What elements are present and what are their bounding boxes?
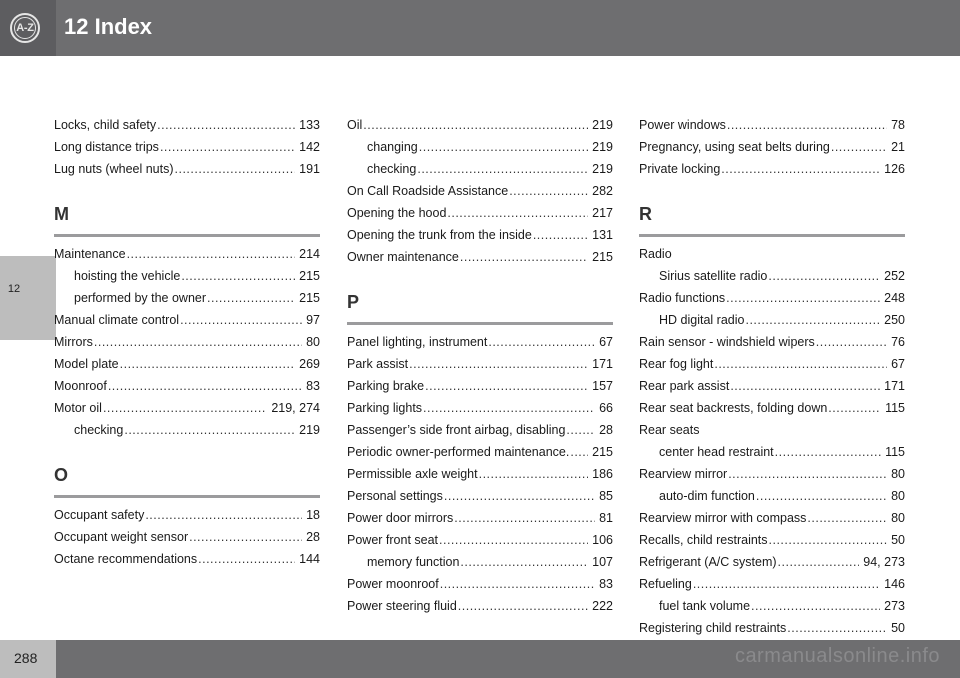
entry-list-section-p xyxy=(347,331,613,617)
index-entry[interactable] xyxy=(54,397,320,419)
entry-label: Rearview mirror with compass xyxy=(639,511,807,525)
leader-dots xyxy=(444,485,595,507)
entry-page-ref: 85 xyxy=(599,489,613,503)
entry-list-col3-top xyxy=(639,114,905,180)
leader-dots xyxy=(751,595,880,617)
entry-label: Passenger’s side front airbag, disabling xyxy=(347,423,566,437)
entry-page-ref: 219, 274 xyxy=(271,401,320,415)
index-subentry[interactable] xyxy=(639,485,905,507)
leader-dots xyxy=(775,441,881,463)
entry-page-ref: 80 xyxy=(891,489,905,503)
entry-page-ref: 215 xyxy=(592,445,613,459)
entry-label: Locks, child safety xyxy=(54,118,157,132)
entry-label: Parking lights xyxy=(347,401,423,415)
entry-label: Personal settings xyxy=(347,489,443,503)
entry-label: Park assist xyxy=(347,357,409,371)
index-subentry[interactable] xyxy=(639,265,905,287)
index-column-1 xyxy=(54,114,320,570)
entry-page-ref: 222 xyxy=(592,599,613,613)
index-entry[interactable] xyxy=(347,246,613,268)
leader-dots xyxy=(509,180,588,202)
index-entry[interactable] xyxy=(54,158,320,180)
entry-label: Power front seat xyxy=(347,533,439,547)
leader-dots xyxy=(828,397,881,419)
index-entry[interactable] xyxy=(347,114,613,136)
entry-label: Rear park assist xyxy=(639,379,730,393)
index-entry[interactable] xyxy=(639,375,905,397)
leader-dots xyxy=(693,573,880,595)
entry-list-section-r xyxy=(639,243,905,639)
entry-label: memory function xyxy=(367,555,460,569)
section-m-header xyxy=(54,202,320,237)
index-entry[interactable] xyxy=(54,136,320,158)
index-column-3 xyxy=(639,114,905,639)
index-entry[interactable] xyxy=(639,331,905,353)
index-entry[interactable] xyxy=(347,595,613,617)
entry-page-ref: 67 xyxy=(599,335,613,349)
entry-label: On Call Roadside Assistance xyxy=(347,184,509,198)
index-entry[interactable] xyxy=(639,617,905,639)
entry-label: Moonroof xyxy=(54,379,107,393)
entry-page-ref: 144 xyxy=(299,552,320,566)
entry-label: Lug nuts (wheel nuts) xyxy=(54,162,174,176)
leader-dots xyxy=(425,375,588,397)
entry-label: Parking brake xyxy=(347,379,425,393)
header-badge-area xyxy=(0,0,56,56)
entry-list-section-o xyxy=(54,504,320,570)
index-entry[interactable] xyxy=(54,504,320,526)
leader-dots xyxy=(419,136,588,158)
leader-dots xyxy=(756,485,887,507)
leader-dots xyxy=(157,114,295,136)
leader-dots xyxy=(145,504,302,526)
entry-label: changing xyxy=(367,140,418,154)
leader-dots xyxy=(460,246,588,268)
entry-page-ref: 214 xyxy=(299,247,320,261)
leader-dots xyxy=(454,507,595,529)
entry-page-ref: 219 xyxy=(592,118,613,132)
entry-label: Recalls, child restraints xyxy=(639,533,768,547)
entry-label: Rear seat backrests, folding down xyxy=(639,401,828,415)
index-entry[interactable] xyxy=(639,397,905,419)
index-entry[interactable] xyxy=(639,573,905,595)
index-entry[interactable] xyxy=(639,136,905,158)
entry-label: Radio functions xyxy=(639,291,726,305)
page-title: 12 Index xyxy=(64,14,153,39)
entry-page-ref: 250 xyxy=(884,313,905,327)
index-entry[interactable] xyxy=(347,419,613,441)
entry-label: fuel tank volume xyxy=(659,599,751,613)
index-entry[interactable] xyxy=(54,375,320,397)
entry-page-ref: 50 xyxy=(891,533,905,547)
index-entry[interactable] xyxy=(639,551,905,573)
entry-page-ref: 28 xyxy=(599,423,613,437)
entry-page-ref: 94, 273 xyxy=(863,555,905,569)
entry-label: Maintenance xyxy=(54,247,126,261)
section-letter: R xyxy=(639,204,653,224)
index-entry[interactable] xyxy=(347,180,613,202)
entry-label: Registering child restraints xyxy=(639,621,787,635)
leader-dots xyxy=(124,419,295,441)
entry-page-ref: 282 xyxy=(592,184,613,198)
index-entry[interactable] xyxy=(639,114,905,136)
entry-page-ref: 50 xyxy=(891,621,905,635)
leader-dots xyxy=(769,529,888,551)
leader-dots xyxy=(745,309,880,331)
entry-page-ref: 131 xyxy=(592,228,613,242)
entry-label: Power moonroof xyxy=(347,577,439,591)
leader-dots xyxy=(458,595,588,617)
entry-page-ref: 215 xyxy=(592,250,613,264)
entry-page-ref: 21 xyxy=(891,140,905,154)
section-rule xyxy=(54,495,320,498)
leader-dots xyxy=(730,375,880,397)
entry-page-ref: 142 xyxy=(299,140,320,154)
entry-page-ref: 269 xyxy=(299,357,320,371)
entry-page-ref: 81 xyxy=(599,511,613,525)
entry-label: center head restraint xyxy=(659,445,774,459)
entry-label: Rear seats xyxy=(639,423,700,437)
leader-dots xyxy=(488,331,595,353)
entry-label: Private locking xyxy=(639,162,721,176)
leader-dots xyxy=(94,331,302,353)
leader-dots xyxy=(728,463,887,485)
entry-page-ref: 97 xyxy=(306,313,320,327)
section-rule xyxy=(639,234,905,237)
entry-label: Occupant weight sensor xyxy=(54,530,189,544)
entry-label: Motor oil xyxy=(54,401,102,415)
index-entry[interactable] xyxy=(347,529,613,551)
entry-list-col2-top xyxy=(347,114,613,268)
section-rule xyxy=(347,322,613,325)
leader-dots xyxy=(566,419,595,441)
entry-page-ref: 215 xyxy=(299,291,320,305)
entry-page-ref: 76 xyxy=(891,335,905,349)
entry-label: Oil xyxy=(347,118,363,132)
leader-dots xyxy=(207,287,295,309)
index-entry[interactable] xyxy=(347,375,613,397)
index-entry[interactable] xyxy=(347,441,613,463)
leader-dots xyxy=(181,265,295,287)
section-r-header xyxy=(639,202,905,237)
entry-page-ref: 78 xyxy=(891,118,905,132)
entry-label: Opening the trunk from the inside xyxy=(347,228,532,242)
section-letter: O xyxy=(54,465,70,485)
index-subentry[interactable] xyxy=(347,136,613,158)
chapter-tab-active xyxy=(0,256,56,340)
entry-page-ref: 191 xyxy=(299,162,320,176)
entry-page-ref: 107 xyxy=(592,555,613,569)
entry-list-col1-top xyxy=(54,114,320,180)
entry-page-ref: 106 xyxy=(592,533,613,547)
leader-dots xyxy=(108,375,302,397)
index-entry[interactable] xyxy=(347,331,613,353)
entry-label: HD digital radio xyxy=(659,313,745,327)
entry-label: Owner maintenance xyxy=(347,250,459,264)
leader-dots xyxy=(816,331,887,353)
entry-label: Radio xyxy=(639,247,672,261)
leader-dots xyxy=(479,463,589,485)
index-column-2 xyxy=(347,114,613,617)
leader-dots xyxy=(787,617,887,639)
index-entry[interactable] xyxy=(347,485,613,507)
leader-dots xyxy=(447,202,588,224)
index-entry[interactable] xyxy=(347,397,613,419)
entry-page-ref: 83 xyxy=(306,379,320,393)
index-subentry[interactable] xyxy=(54,287,320,309)
leader-dots xyxy=(439,529,588,551)
section-letter: P xyxy=(347,292,361,312)
leader-dots xyxy=(768,265,880,287)
index-entry[interactable] xyxy=(639,529,905,551)
entry-label: Occupant safety xyxy=(54,508,145,522)
entry-page-ref: 66 xyxy=(599,401,613,415)
leader-dots xyxy=(363,114,588,136)
leader-dots xyxy=(440,573,595,595)
index-entry[interactable] xyxy=(347,353,613,375)
leader-dots xyxy=(120,353,296,375)
entry-page-ref: 219 xyxy=(592,162,613,176)
leader-dots xyxy=(778,551,860,573)
entry-label: Rearview mirror xyxy=(639,467,728,481)
entry-label: Mirrors xyxy=(54,335,93,349)
entry-label: checking xyxy=(367,162,417,176)
chapter-tab-label: 12 xyxy=(7,283,21,295)
entry-page-ref: 171 xyxy=(592,357,613,371)
index-subentry[interactable] xyxy=(639,595,905,617)
entry-page-ref: 186 xyxy=(592,467,613,481)
entry-label: Panel lighting, instrument xyxy=(347,335,488,349)
leader-dots xyxy=(160,136,295,158)
entry-label: Power steering fluid xyxy=(347,599,457,613)
index-subentry[interactable] xyxy=(54,419,320,441)
leader-dots xyxy=(714,353,887,375)
index-entry[interactable] xyxy=(54,114,320,136)
index-entry[interactable] xyxy=(639,353,905,375)
entry-page-ref: 219 xyxy=(592,140,613,154)
entry-page-ref: 80 xyxy=(891,511,905,525)
leader-dots xyxy=(423,397,595,419)
entry-label: Refrigerant (A/C system) xyxy=(639,555,777,569)
entry-page-ref: 115 xyxy=(885,445,905,459)
leader-dots xyxy=(175,158,296,180)
entry-page-ref: 157 xyxy=(592,379,613,393)
leader-dots xyxy=(807,507,887,529)
section-o-header xyxy=(54,463,320,498)
index-entry[interactable] xyxy=(54,526,320,548)
entry-label: Periodic owner-performed maintenance. xyxy=(347,445,570,459)
index-entry[interactable] xyxy=(639,243,905,265)
entry-page-ref: 18 xyxy=(306,508,320,522)
entry-page-ref: 80 xyxy=(306,335,320,349)
section-letter: M xyxy=(54,204,70,224)
entry-page-ref: 133 xyxy=(299,118,320,132)
index-subentry[interactable] xyxy=(639,441,905,463)
entry-page-ref: 28 xyxy=(306,530,320,544)
index-entry[interactable] xyxy=(639,419,905,441)
leader-dots xyxy=(831,136,887,158)
leader-dots xyxy=(721,158,880,180)
leader-dots xyxy=(127,243,296,265)
entry-page-ref: 83 xyxy=(599,577,613,591)
chapter-tab-strip xyxy=(0,56,56,640)
leader-dots xyxy=(570,441,588,463)
entry-label: Manual climate control xyxy=(54,313,180,327)
entry-page-ref: 215 xyxy=(299,269,320,283)
entry-page-ref: 67 xyxy=(891,357,905,371)
index-entry[interactable] xyxy=(347,463,613,485)
index-subentry[interactable] xyxy=(347,551,613,573)
leader-dots xyxy=(198,548,295,570)
entry-label: Refueling xyxy=(639,577,692,591)
entry-page-ref: 273 xyxy=(884,599,905,613)
entry-label: Octane recommendations xyxy=(54,552,198,566)
leader-dots xyxy=(180,309,302,331)
index-entry[interactable] xyxy=(54,548,320,570)
index-subentry[interactable] xyxy=(54,265,320,287)
index-entry[interactable] xyxy=(54,353,320,375)
section-rule xyxy=(54,234,320,237)
leader-dots xyxy=(460,551,588,573)
index-entry[interactable] xyxy=(54,309,320,331)
index-entry[interactable] xyxy=(639,158,905,180)
index-entry[interactable] xyxy=(639,463,905,485)
leader-dots xyxy=(409,353,588,375)
entry-label: Pregnancy, using seat belts during xyxy=(639,140,830,154)
entry-page-ref: 80 xyxy=(891,467,905,481)
entry-label: checking xyxy=(74,423,124,437)
index-entry[interactable] xyxy=(347,507,613,529)
leader-dots xyxy=(533,224,588,246)
index-subentry[interactable] xyxy=(639,309,905,331)
page-number: 288 xyxy=(14,650,38,666)
index-subentry[interactable] xyxy=(347,158,613,180)
leader-dots xyxy=(726,287,880,309)
leader-dots xyxy=(103,397,267,419)
entry-label: Model plate xyxy=(54,357,119,371)
entry-label: auto-dim function xyxy=(659,489,755,503)
entry-page-ref: 126 xyxy=(884,162,905,176)
entry-label: Power windows xyxy=(639,118,726,132)
entry-label: Power door mirrors xyxy=(347,511,454,525)
entry-label: Long distance trips xyxy=(54,140,159,154)
entry-label: hoisting the vehicle xyxy=(74,269,181,283)
watermark: carmanualsonline.info xyxy=(734,645,940,667)
index-entry[interactable] xyxy=(54,243,320,265)
index-entry[interactable] xyxy=(54,331,320,353)
entry-page-ref: 171 xyxy=(884,379,905,393)
entry-label: Permissible axle weight xyxy=(347,467,478,481)
entry-page-ref: 146 xyxy=(884,577,905,591)
leader-dots xyxy=(189,526,302,548)
index-entry[interactable] xyxy=(639,507,905,529)
entry-label: Rear fog light xyxy=(639,357,714,371)
entry-page-ref: 219 xyxy=(299,423,320,437)
entry-label: Sirius satellite radio xyxy=(659,269,768,283)
entry-page-ref: 115 xyxy=(885,401,905,415)
az-index-icon: A-Z xyxy=(10,13,40,43)
entry-page-ref: 252 xyxy=(884,269,905,283)
leader-dots xyxy=(417,158,588,180)
entry-label: performed by the owner xyxy=(74,291,207,305)
entry-label: Rain sensor - windshield wipers xyxy=(639,335,815,349)
index-entry[interactable] xyxy=(639,287,905,309)
entry-page-ref: 248 xyxy=(884,291,905,305)
leader-dots xyxy=(727,114,887,136)
section-p-header xyxy=(347,290,613,325)
index-entry[interactable] xyxy=(347,202,613,224)
entry-list-section-m xyxy=(54,243,320,441)
entry-label: Opening the hood xyxy=(347,206,447,220)
entry-page-ref: 217 xyxy=(592,206,613,220)
index-entry[interactable] xyxy=(347,224,613,246)
index-entry[interactable] xyxy=(347,573,613,595)
